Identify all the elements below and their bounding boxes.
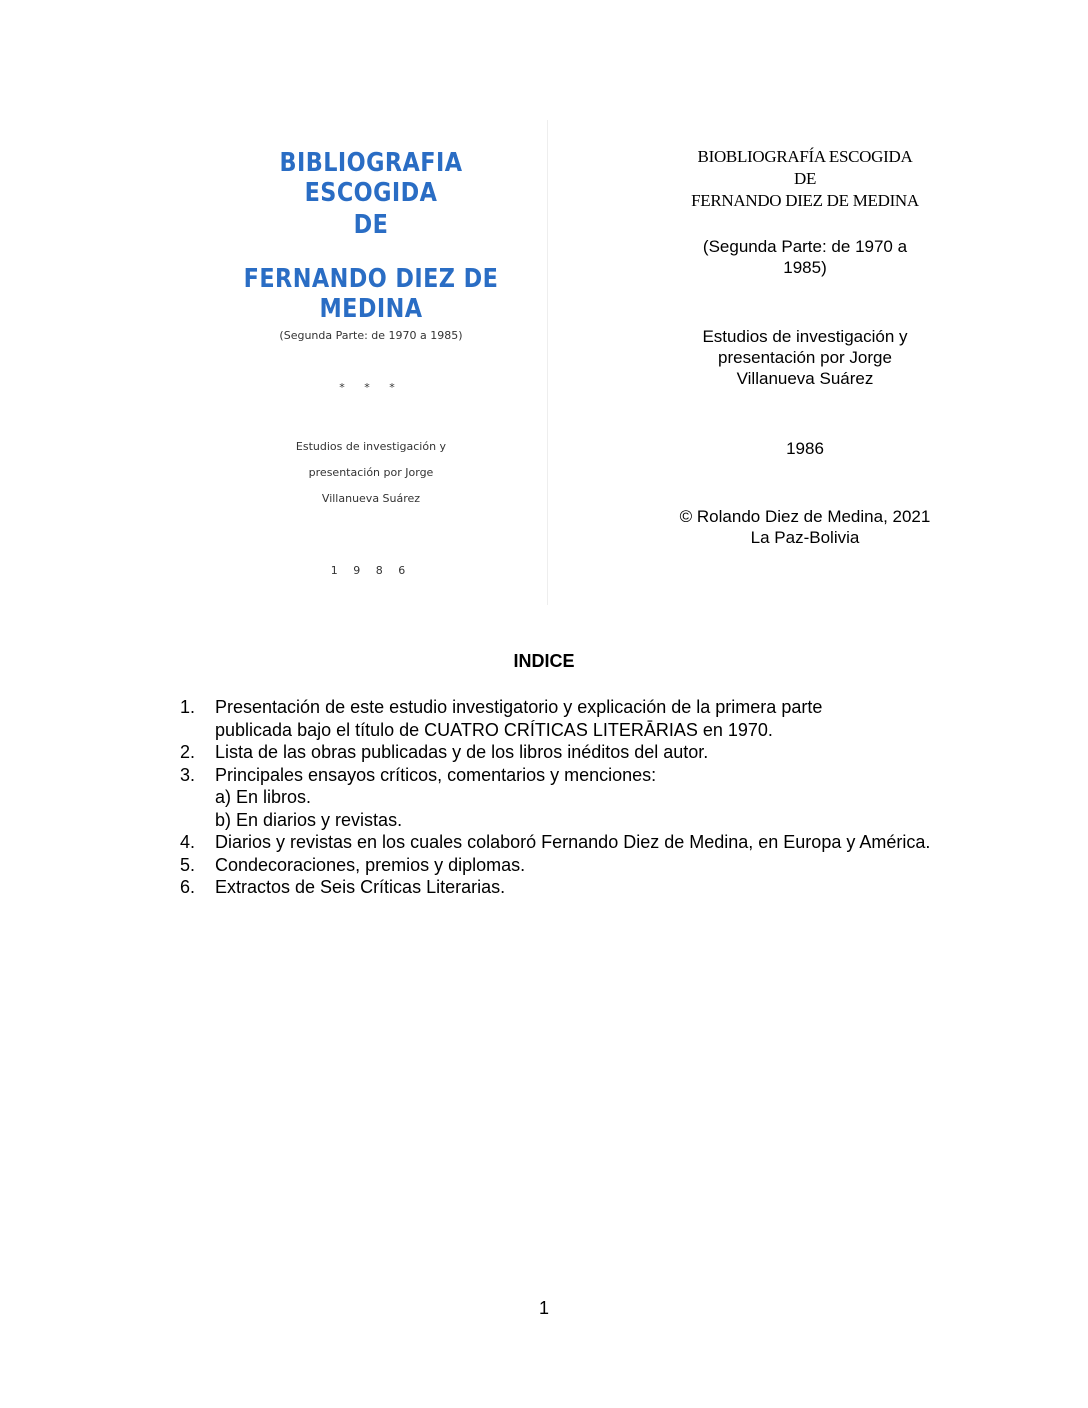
right-year: 1986 (786, 439, 824, 458)
cover-line2: presentación por Jorge (308, 466, 434, 479)
index-title: INDICE (513, 651, 575, 671)
index-item-2 (180, 741, 940, 764)
right-title (655, 146, 955, 212)
index-subitem-b: b) En diarios y revistas. (215, 809, 403, 830)
right-copyright-block (655, 506, 955, 548)
right-studies-line3: Villanueva Suárez (736, 369, 874, 388)
index-item-6 (180, 876, 940, 899)
index-item-text: Principales ensayos críticos, comentarios y menciones: (215, 764, 657, 785)
index-item-number: 3. (180, 764, 196, 785)
index-item-5 (180, 854, 940, 877)
right-studies-line1: Estudios de investigación y (702, 327, 908, 346)
index-item-1 (180, 696, 940, 741)
right-place: La Paz-Bolivia (750, 528, 860, 547)
index-subitem-a: a) En libros. (215, 787, 312, 807)
cover-title-line1: BIBLIOGRAFIA ESCOGIDA (279, 148, 463, 208)
right-subtitle (655, 236, 955, 278)
page-number: 1 (538, 1298, 549, 1318)
cover-stars: * * * (339, 381, 403, 394)
right-title-line1: BIOBLIOGRAFÍA ESCOGIDA (697, 147, 913, 166)
index-item-3 (180, 764, 940, 832)
right-copyright: © Rolando Diez de Medina, 2021 (679, 507, 931, 526)
right-studies-line2: presentación por Jorge (718, 348, 892, 367)
index-item-number: 1. (180, 697, 196, 717)
index-item-text: Lista de las obras publicadas y de los libros inéditos del autor. (215, 742, 709, 762)
index-list (180, 696, 940, 899)
index-item-4 (180, 831, 940, 854)
index-item-number: 2. (180, 742, 196, 762)
cover-image (195, 120, 548, 605)
right-subtitle-line2: 1985) (783, 258, 827, 277)
index-item-text: Extractos de Seis Críticas Literarias. (215, 877, 506, 897)
right-title-line2: DE (793, 169, 817, 188)
cover-title-line3: FERNANDO DIEZ DE MEDINA (243, 264, 499, 324)
cover-line3: Villanueva Suárez (321, 492, 421, 505)
right-title-line3: FERNANDO DIEZ DE MEDINA (691, 191, 919, 210)
cover-line1: Estudios de investigación y (295, 440, 447, 453)
index-item-number: 5. (180, 854, 196, 875)
right-studies (655, 326, 955, 389)
index-item-number: 6. (180, 877, 196, 897)
index-item-text-line1: Presentación de este estudio investigatorio y explicación de la primera parte (215, 697, 823, 717)
index-item-text: Condecoraciones, premios y diplomas. (215, 854, 526, 875)
cover-subtitle: (Segunda Parte: de 1970 a 1985) (279, 329, 463, 342)
right-subtitle-line1: (Segunda Parte: de 1970 a (702, 237, 908, 256)
index-item-text-line2: publicada bajo el título de CUATRO CRÍTICAS LITERĀRIAS en 1970. (215, 719, 773, 740)
index-item-text: Diarios y revistas en los cuales colaboró Fernando Diez de Medina, en Europa y América. (215, 832, 931, 852)
index-item-number: 4. (180, 832, 196, 852)
cover-year: 1 9 8 6 (330, 564, 412, 577)
cover-title-line2: DE (353, 210, 389, 240)
